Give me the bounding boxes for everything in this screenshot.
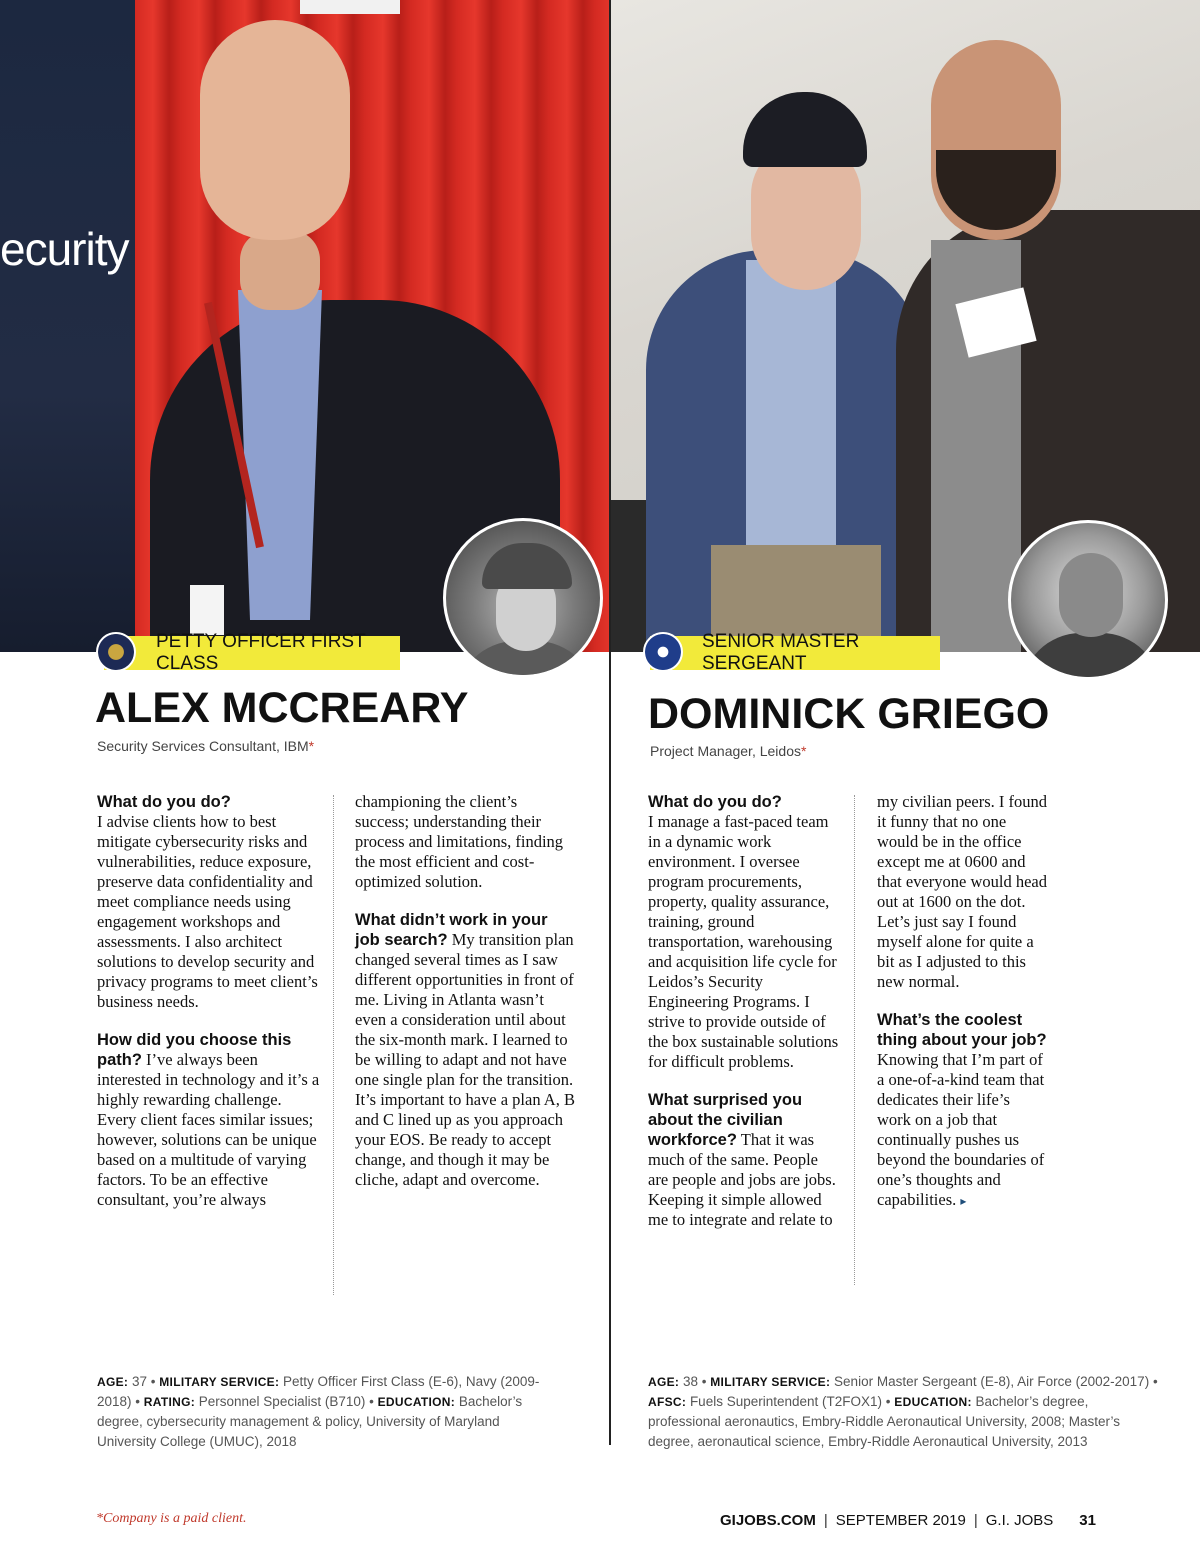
name-badge <box>190 585 224 635</box>
qa-paragraph <box>97 1030 322 1210</box>
dotted-column-rule <box>333 795 334 1295</box>
question: What do you do? <box>648 793 782 811</box>
qa-paragraph <box>648 792 840 1072</box>
profile-role-left: Security Services Consultant, IBM* <box>97 738 315 754</box>
navy-seal-icon <box>96 632 136 672</box>
page-footer: GIJOBS.COM | SEPTEMBER 2019 | G.I. JOBS 31 <box>720 1512 1096 1529</box>
booth-sign <box>0 0 135 652</box>
question: What’s the coolest thing about your job? <box>877 1011 1047 1049</box>
answer: Knowing that I’m part of a one-of-a-kind team that dedicates their life’s work on a job that continually pushes us beyond the boundaries of one’s thoughts and capabilities. <box>877 1050 1045 1209</box>
qa-paragraph <box>97 792 322 1012</box>
continue-arrow-icon: ▸ <box>960 1194 967 1208</box>
rank-label: PETTY OFFICER FIRST CLASS <box>156 631 366 674</box>
site-link[interactable]: GIJOBS.COM <box>720 1512 816 1529</box>
magazine-name: G.I. JOBS <box>985 1512 1054 1529</box>
issue-date: SEPTEMBER 2019 <box>835 1512 966 1529</box>
page-number: 31 <box>1079 1512 1096 1529</box>
qa-paragraph <box>877 1010 1047 1211</box>
profile-name-left: ALEX MCCREARY <box>95 684 469 732</box>
qa-paragraph <box>648 1090 840 1230</box>
paid-client-footnote: *Company is a paid client. <box>96 1511 247 1526</box>
booth-sign-text: ecurity <box>0 223 129 275</box>
answer: My transition plan changed several times as I saw different opportunities in front of me. Living in Atlanta wasn’t even a consideration until about the six-month mark. I learned to be willing to adapt and not have one single plan for the transition. It’s important to have a plan A, B and C lined up as you approach your EOS. Be ready to accept change, and though it may be cliche, adapt and overcome. <box>355 930 575 1189</box>
military-portrait-left <box>443 518 603 678</box>
question: What surprised you about the civilian workforce? <box>648 1091 803 1149</box>
answer: I manage a fast-paced team in a dynamic work environment. I oversee program procurements, property, quality assurance, training, ground transportation, warehousing and acquisition life cycle for Leidos’s Security Engineering Programs. I strive to provide outside of the box sustainable solutions for difficult problems. <box>648 812 839 1071</box>
question: How did you choose this path? <box>97 1031 292 1069</box>
service-stats-right: AGE: 38 • MILITARY SERVICE: Senior Master Sergeant (E-8), Air Force (2002-2017) • AFSC: Fuels Superintendent (T2FOX1) • EDUCATION: Bachelor’s degree, professional aeronautics, Embry-Riddle Aeronautical University, 2008; Master’s degree, aeronautical science, Embry-Riddle Aeronautical University, 2013 <box>648 1374 1158 1449</box>
profile-role-right: Project Manager, Leidos* <box>650 743 807 759</box>
qa-paragraph <box>355 910 575 1190</box>
answer-continued: my civilian peers. I found it funny that no one would be in the office except me at 0600 and that everyone would head out at 1600 on the dot. Let’s just say I found myself alone for quite a bit as I adjusted to this new normal. <box>877 792 1047 991</box>
answer: I’ve always been interested in technology and it’s a highly rewarding challenge. Every client faces similar issues; however, solutions can be unique based on a multitude of varying factors. To be an effective consultant, you’re always <box>97 1050 320 1209</box>
article-column-4 <box>877 792 1047 1229</box>
column-divider <box>609 0 611 1445</box>
article-column-1 <box>97 792 322 1228</box>
answer: I advise clients how to best mitigate cybersecurity risks and vulnerabilities, reduce exposure, preserve data confidentiality and meet compliance needs using engagement workshops and assessments. I also architect solutions to develop security and privacy programs to meet client’s business needs. <box>97 812 318 1011</box>
rank-tag-right <box>650 631 940 674</box>
article-column-2 <box>355 792 575 1208</box>
rank-label: SENIOR MASTER SERGEANT <box>702 631 860 674</box>
question: What do you do? <box>97 793 231 811</box>
air-force-seal-icon <box>643 632 683 672</box>
answer-continued: championing the client’s success; understanding their process and limitations, finding the most efficient and cost-optimized solution. <box>355 792 564 891</box>
answer: That it was much of the same. People are people and jobs are jobs. Keeping it simple allowed me to integrate and relate to <box>648 1130 836 1229</box>
article-column-3 <box>648 792 840 1248</box>
service-stats-left: AGE: 37 • MILITARY SERVICE: Petty Officer First Class (E-6), Navy (2009-2018) • RATING: Personnel Specialist (B710) • EDUCATION: Bachelor’s degree, cybersecurity management & policy, University of Maryland University College (UMUC), 2018 <box>97 1374 540 1449</box>
military-portrait-right <box>1008 520 1168 680</box>
question: What didn’t work in your job search? <box>355 911 548 949</box>
dotted-column-rule <box>854 795 855 1285</box>
subject-head <box>200 20 350 240</box>
profile-name-right: DOMINICK GRIEGO <box>648 690 1050 738</box>
rank-tag-left <box>104 631 400 674</box>
